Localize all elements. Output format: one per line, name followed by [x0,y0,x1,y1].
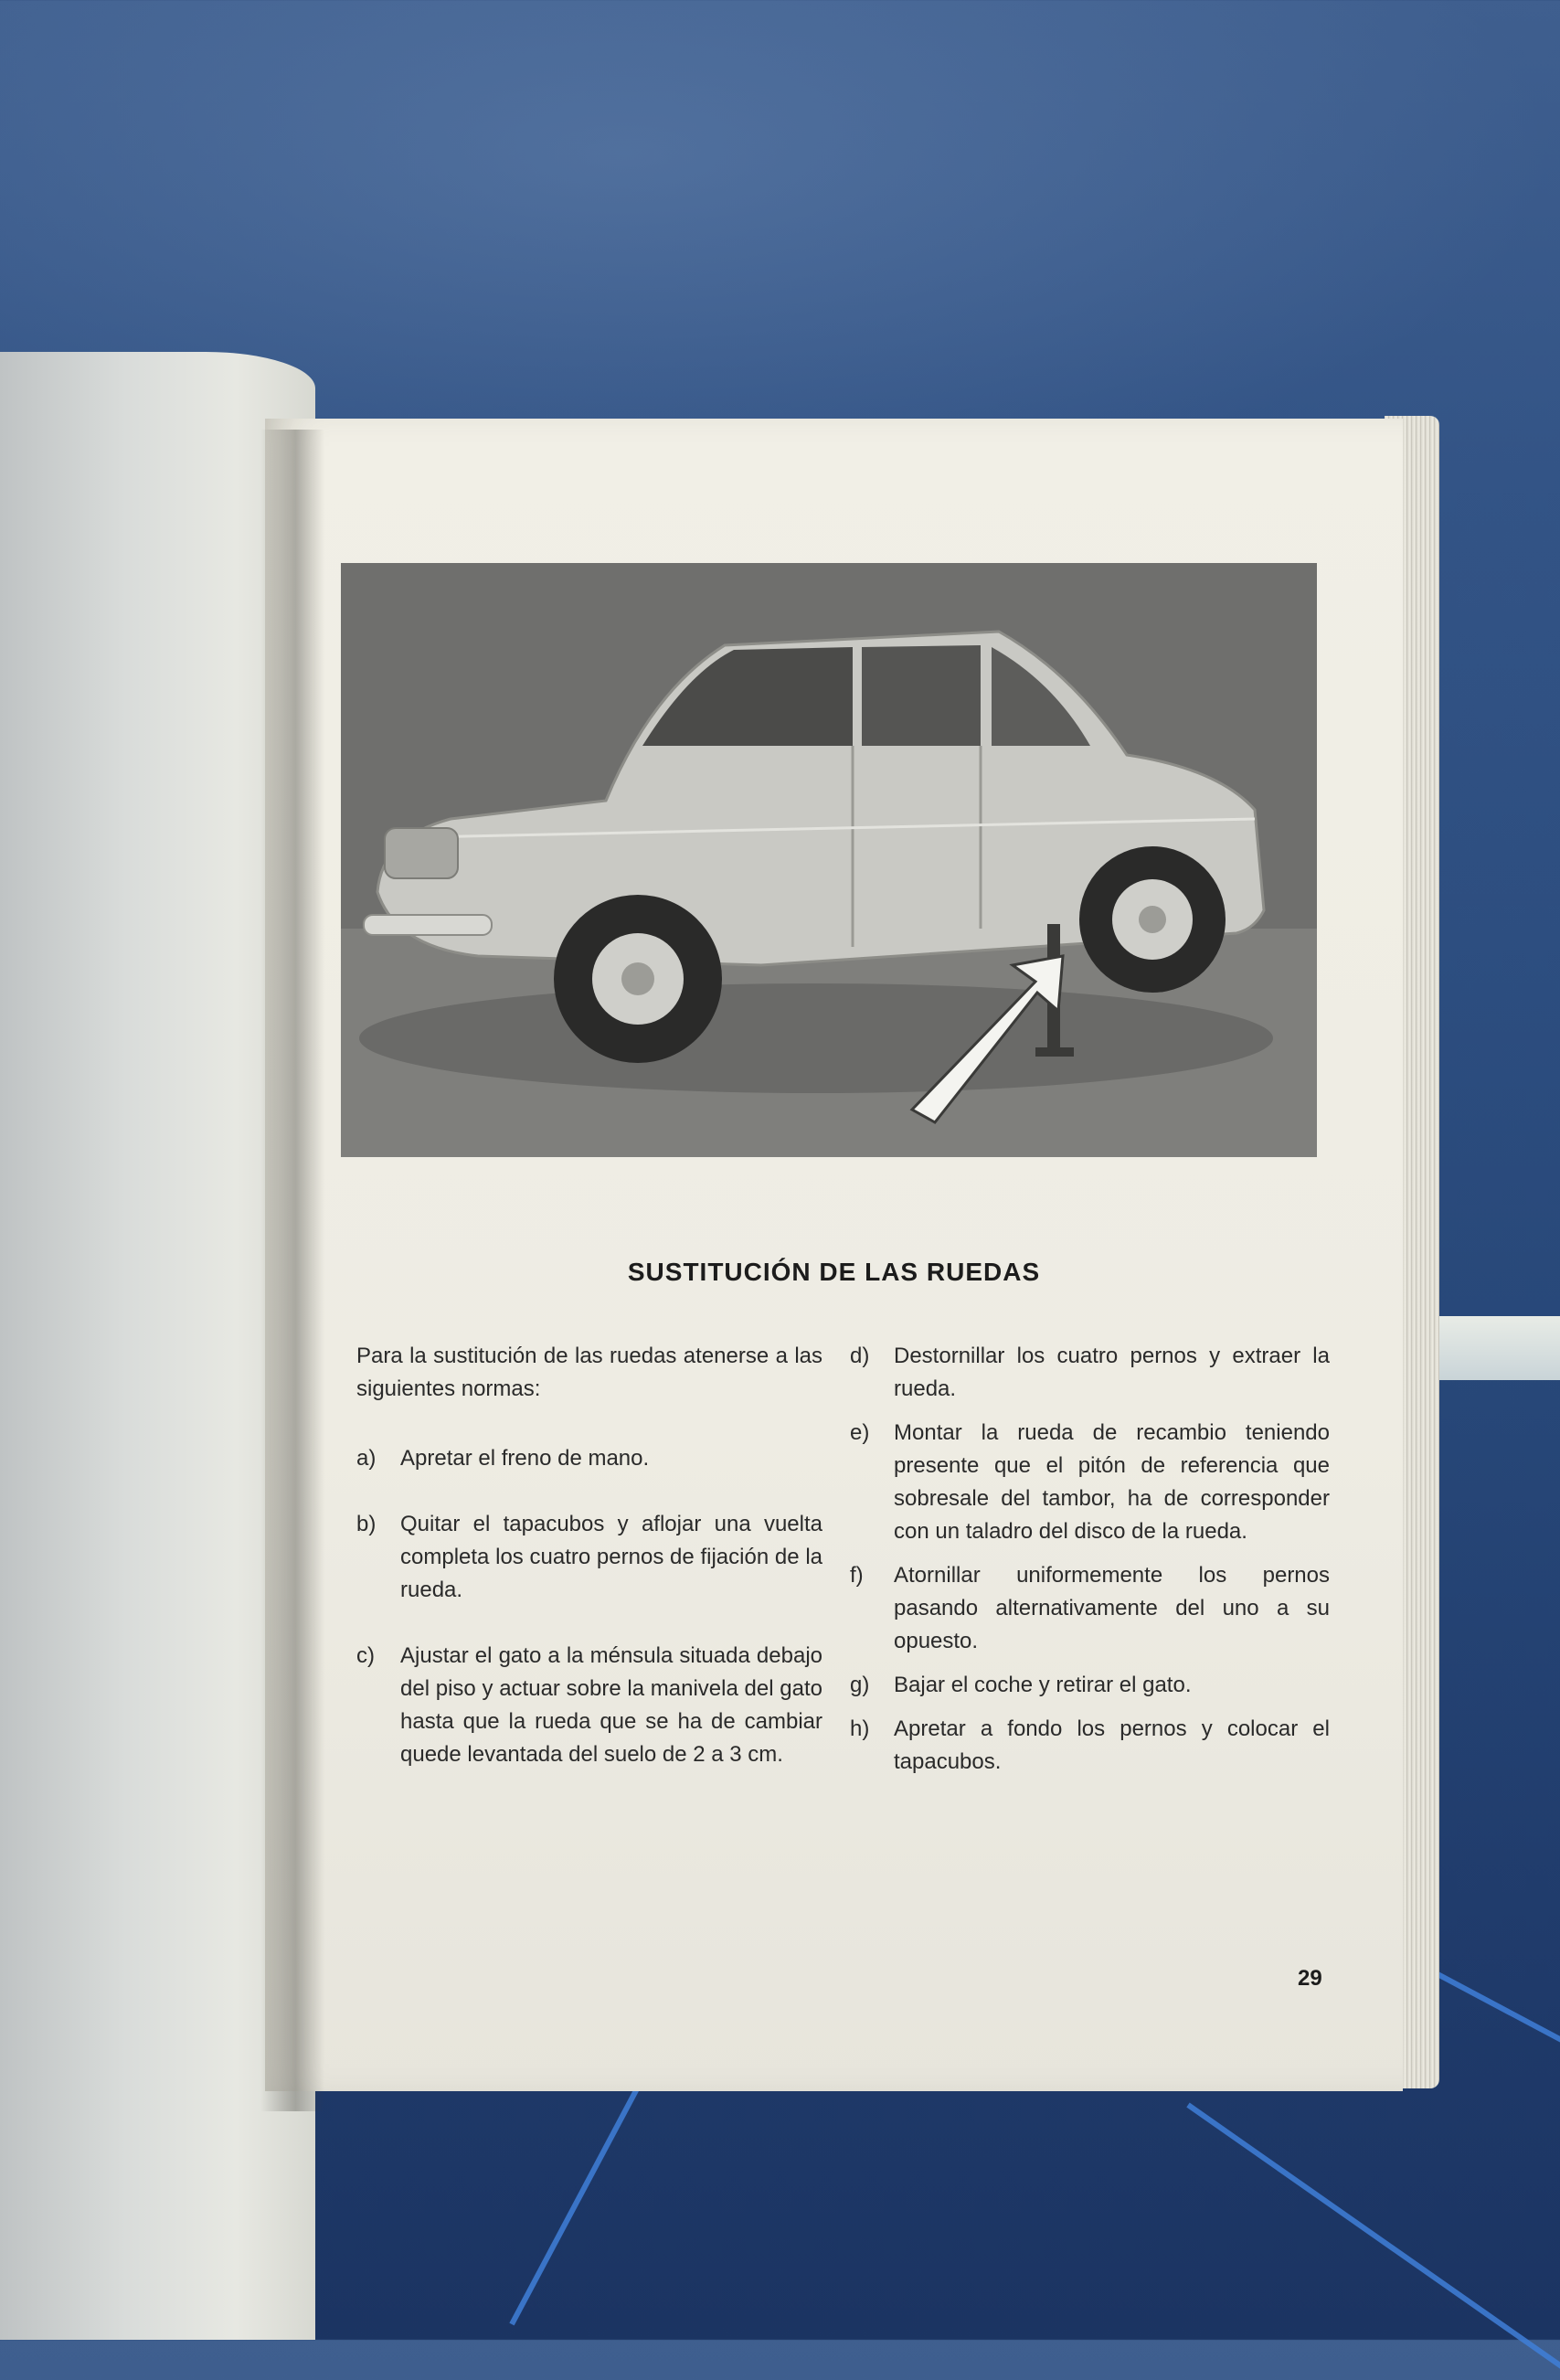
car-photo [341,563,1317,1157]
item-letter: a) [356,1446,377,1471]
list-item [356,1442,822,1475]
item-text: Destornillar los cuatro pernos y extraer la rueda. [894,1344,1330,1401]
list-item [850,1669,1330,1702]
item-text: Montar la rueda de recambio teniendo presente que el pitón de referencia que sobresale del tambor, ha de corresponder con un taladro del disco de la rueda. [894,1420,1330,1544]
intro-text: Para la sustitución de las ruedas atenerse a las siguientes normas: [356,1344,822,1401]
item-letter: g) [850,1673,870,1697]
right-page [265,419,1403,2091]
floor-line [1425,1965,1560,2056]
item-text: Quitar el tapacubos y aflojar una vuelta completa los cuatro pernos de fijación de la rueda. [400,1512,822,1602]
list-item [356,1508,822,1607]
floor-line [1186,2103,1560,2380]
item-text: Bajar el coche y retirar el gato. [894,1673,1192,1697]
list-item [850,1340,1330,1406]
page-title: SUSTITUCIÓN DE LAS RUEDAS [627,1258,1041,1286]
book-gutter [260,430,324,2111]
item-letter: f) [850,1563,864,1588]
item-letter: h) [850,1716,870,1741]
list-item [850,1417,1330,1548]
list-item [356,1640,822,1771]
left-column [356,1340,822,1804]
car-illustration [341,563,1317,1157]
item-letter: b) [356,1512,377,1536]
list-item [850,1713,1330,1779]
item-text: Apretar el freno de mano. [400,1446,650,1471]
item-text: Ajustar el gato a la ménsula situada debajo del piso y actuar sobre la manivela del gato hasta que la rueda que se ha de cambiar quede levantada del suelo de 2 a 3 cm. [400,1643,822,1767]
item-letter: e) [850,1420,870,1445]
item-text: Apretar a fondo los pernos y colocar el tapacubos. [894,1716,1330,1774]
list-item [850,1559,1330,1658]
right-column [850,1340,1330,1790]
item-letter: d) [850,1344,870,1368]
page-number: 29 [1298,1966,1322,1991]
light-strip [1426,1316,1560,1380]
item-text: Atornillar uniformemente los pernos pasando alternativamente del uno a su opuesto. [894,1563,1330,1653]
item-letter: c) [356,1643,375,1668]
